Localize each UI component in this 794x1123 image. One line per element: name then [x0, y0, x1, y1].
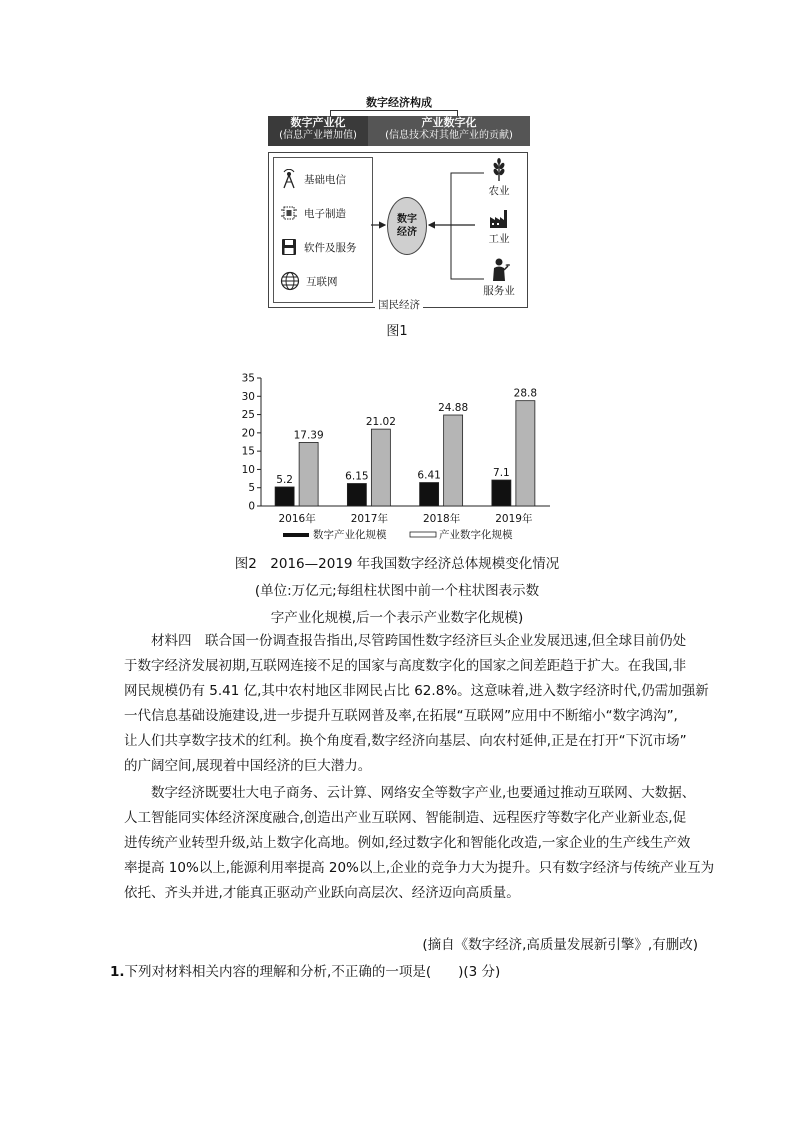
figure-2-note-line-2: 字产业化规模,后一个表示产业数字化规模)	[270, 610, 524, 626]
item-label: 电子制造	[304, 207, 346, 220]
material-4-paragraph-1	[124, 629, 709, 779]
text-line: 进传统产业转型升级,站上数字化高地。例如,经过数字化和智能化改造,一家企业的生产线生产效	[124, 835, 691, 851]
industry-label: 服务业	[483, 285, 515, 297]
text-line: 率提高 10%以上,能源利用率提高 20%以上,企业的竞争力大为提升。只有数字经济与传统产业互为	[124, 860, 715, 876]
question-number: 1.	[110, 964, 125, 980]
diagram-title: 数字经济构成	[366, 96, 432, 109]
legend-label: 产业数字化规模	[439, 529, 513, 541]
footer-label: 国民经济	[375, 299, 423, 311]
y-tick-label: 5	[248, 482, 255, 495]
data-label: 17.39	[293, 429, 324, 442]
data-label: 6.41	[417, 469, 441, 482]
y-tick-label: 25	[241, 409, 255, 422]
node-label: 数字经济	[397, 214, 417, 238]
industry-label: 工业	[488, 233, 510, 245]
data-label: 6.15	[345, 470, 369, 483]
wheat-icon	[489, 157, 509, 181]
figure-1-caption: 图1	[386, 324, 408, 339]
text-line: 一代信息基础设施建设,进一步提升互联网普及率,在拓展“互联网”应用中不断缩小“数字鸿沟”,	[124, 708, 678, 724]
bar	[492, 480, 511, 506]
header-title: 产业数字化	[421, 116, 477, 129]
x-tick-label: 2016年	[278, 513, 316, 525]
text-line: 人工智能同实体经济深度融合,创造出产业互联网、智能制造、远程医疗等数字化产业新业态,促	[124, 810, 687, 826]
data-label: 24.88	[438, 402, 469, 415]
y-tick-label: 30	[241, 390, 255, 403]
y-tick-label: 20	[241, 427, 255, 440]
data-label: 5.2	[276, 473, 293, 486]
x-tick-label: 2018年	[423, 513, 461, 525]
industry-manufacturing	[479, 207, 519, 246]
waiter-icon	[488, 257, 510, 281]
industry-label: 农业	[488, 185, 510, 197]
question-1	[110, 960, 500, 980]
bar	[371, 429, 390, 506]
figure-2-caption: 图2 2016—2019 年我国数字经济总体规模变化情况	[234, 556, 560, 572]
bar	[299, 442, 318, 506]
bar-chart	[225, 368, 565, 548]
bar	[347, 484, 366, 506]
data-label: 7.1	[493, 467, 510, 480]
figure-1-diagram	[268, 94, 530, 334]
material-4-paragraph-2	[124, 781, 715, 906]
bar	[275, 487, 294, 506]
text-line: 的广阔空间,展现着中国经济的巨大潜力。	[124, 758, 372, 774]
legend-label: 数字产业化规模	[313, 529, 387, 541]
y-tick-label: 0	[248, 500, 255, 513]
national-economy-box	[268, 152, 528, 308]
text-line: 于数字经济发展初期,互联网连接不足的国家与高度数字化的国家之间差距趋于扩大。在我国,非	[124, 658, 687, 674]
data-label: 28.8	[513, 387, 538, 400]
diagram-footer	[268, 297, 530, 312]
figure-2-note-line-1: (单位:万亿元;每组柱状图中前一个柱状图表示数	[254, 583, 540, 599]
item-label: 互联网	[306, 275, 338, 288]
question-text: 下列对材料相关内容的理解和分析,不正确的一项是( )(3 分)	[124, 964, 501, 980]
factory-icon	[488, 207, 510, 229]
bar	[444, 415, 463, 506]
text-line: 数字经济既要壮大电子商务、云计算、网络安全等数字产业,也要通过推动互联网、大数据、	[151, 785, 696, 801]
header-subtitle: (信息产业增加值)	[279, 130, 357, 141]
legend-swatch	[410, 532, 436, 537]
text-line: 依托、齐头并进,才能真正驱动产业跃向高层次、经济迈向高质量。	[124, 885, 520, 901]
industry-services	[479, 257, 519, 298]
y-tick-label: 35	[241, 372, 255, 385]
digital-industrialization-header	[268, 116, 368, 146]
industrial-digitalization-header	[368, 116, 530, 146]
y-tick-label: 10	[241, 463, 255, 476]
header-title: 数字产业化	[290, 116, 346, 129]
digital-economy-node	[387, 197, 427, 255]
text-line: 材料四 联合国一份调查报告指出,尽管跨国性数字经济巨头企业发展迅速,但全球目前仍处	[151, 633, 687, 649]
text-line: 让人们共享数字技术的红利。换个角度看,数字经济向基层、向农村延伸,正是在打开“下沉市场”	[124, 733, 687, 749]
x-tick-label: 2019年	[495, 513, 533, 525]
item-label: 基础电信	[304, 173, 346, 186]
y-tick-label: 15	[241, 445, 255, 458]
source-citation: (摘自《数字经济,高质量发展新引擎》,有删改)	[422, 937, 698, 953]
item-label: 软件及服务	[304, 241, 357, 254]
header-subtitle: (信息技术对其他产业的贡献)	[385, 130, 513, 141]
industry-agriculture	[479, 157, 519, 198]
data-label: 21.02	[365, 416, 396, 429]
bar	[516, 401, 535, 506]
legend-swatch	[283, 533, 309, 537]
bar	[420, 483, 439, 506]
text-line: 网民规模仍有 5.41 亿,其中农村地区非网民占比 62.8%。这意味着,进入数字经济时代,仍需加强新	[124, 683, 709, 699]
x-tick-label: 2017年	[350, 513, 388, 525]
